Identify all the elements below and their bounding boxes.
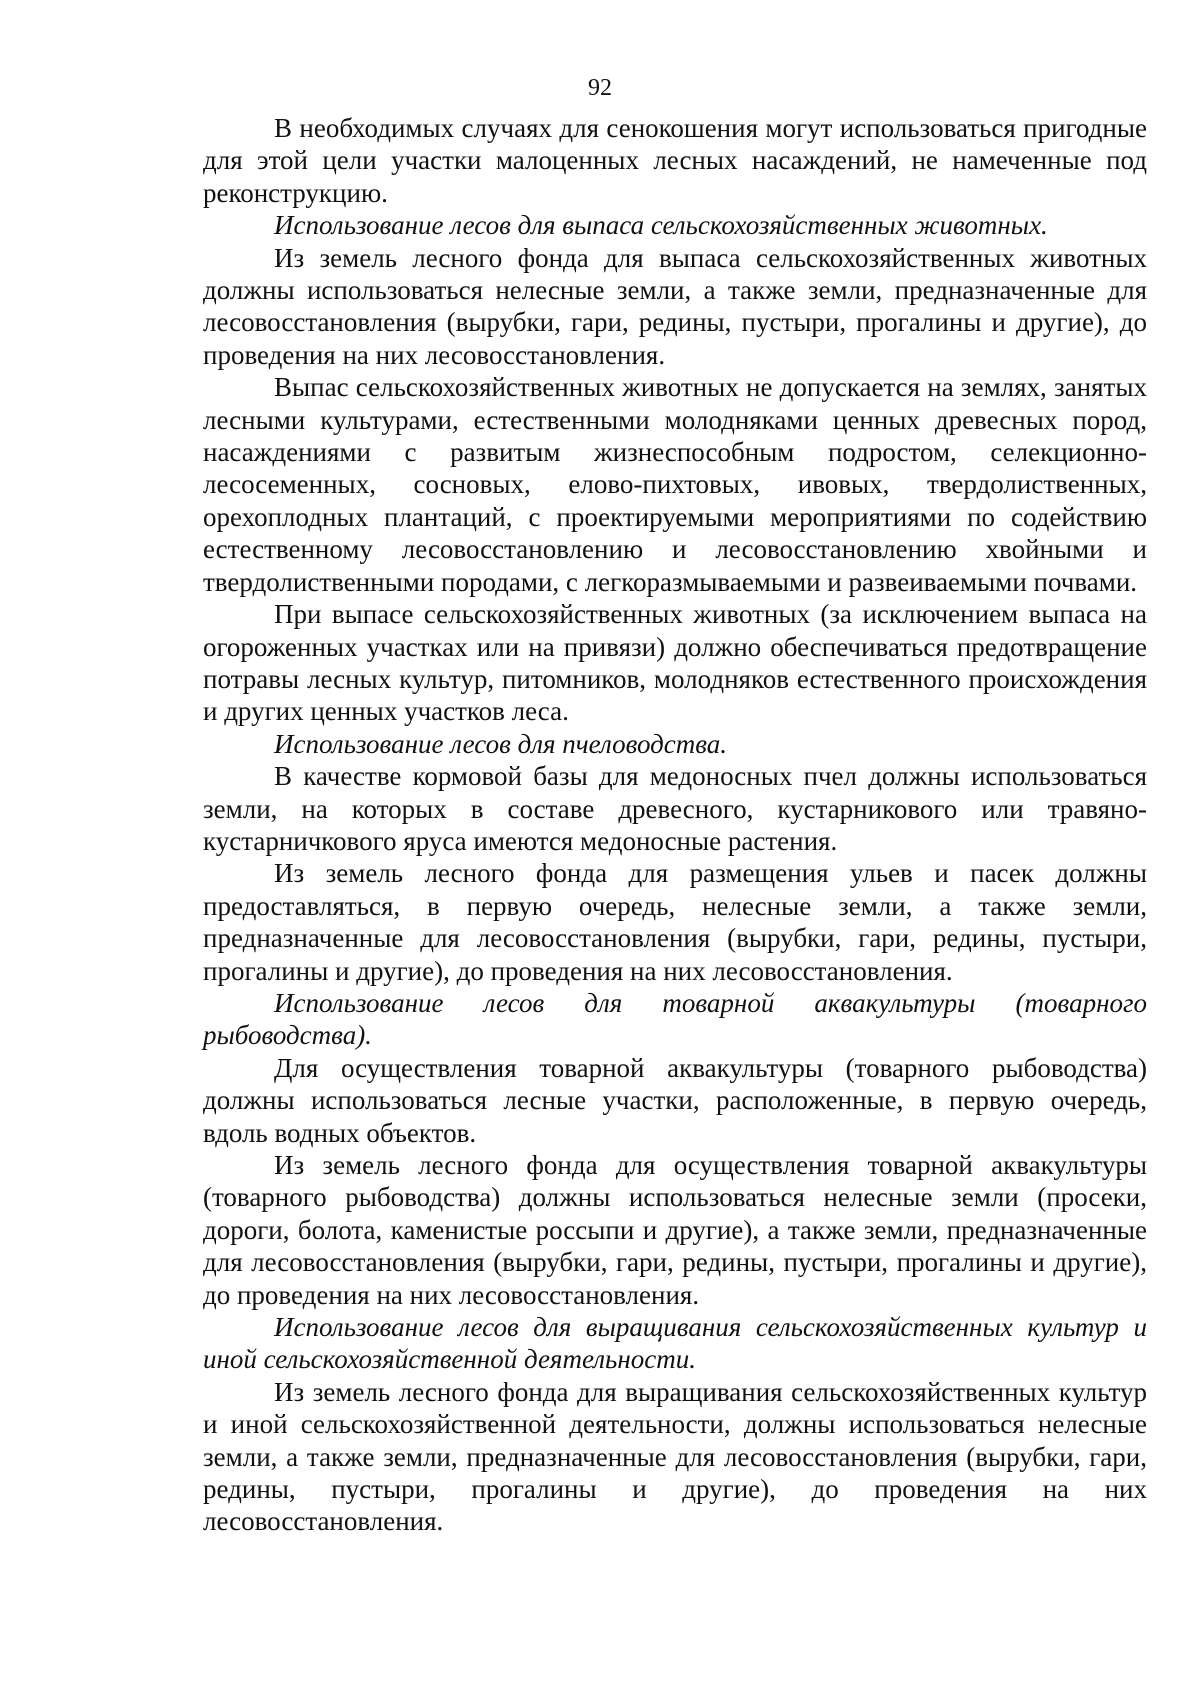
- page-number: 92: [588, 75, 612, 101]
- paragraph: Из земель лесного фонда для осуществления товарной аквакультуры (товарного рыбоводства) должны использоваться нелесные земли (просеки, дороги, болота, каменистые россыпи и другие), а также земли, предназначенные для лесовосстановления (вырубки, гари, редины, пустыри, прогалины и другие), до проведения на них лесовосстановления.: [203, 1150, 1147, 1310]
- section-heading-aquaculture: Использование лесов для товарной аквакультуры (товарного рыбоводства).: [203, 987, 1147, 1051]
- paragraph: Из земель лесного фонда для выпаса сельскохозяйственных животных должны использоваться нелесные земли, а также земли, предназначенные для лесовосстановления (вырубки, гари, редины, пустыри, прогалины и другие), до проведения на них лесовосстановления.: [203, 242, 1147, 370]
- paragraph: В необходимых случаях для сенокошения могут использоваться пригодные для этой цели участки малоценных лесных насаждений, не намеченные под реконструкцию.: [203, 113, 1147, 208]
- paragraph: Выпас сельскохозяйственных животных не допускается на землях, занятых лесными культурами, естественными молодняками ценных древесных пород, насаждениями с развитым жизнеспособным подростом, селекционно-лесосеменных, сосновых, елово-пихтовых, ивовых, твердолиственных, орехоплодных плантаций, с проектируемыми мероприятиями по содействию естественному лесовосстановлению и лесовосстановлению хвойными и твердолиственными породами, с легкоразмываемыми и развеиваемыми почвами.: [203, 372, 1147, 597]
- paragraph: При выпасе сельскохозяйственных животных (за исключением выпаса на огороженных участках или на привязи) должно обеспечиваться предотвращение потравы лесных культур, питомников, молодняков естественного происхождения и других ценных участков леса.: [203, 599, 1147, 727]
- paragraph: Из земель лесного фонда для размещения ульев и пасек должны предоставляться, в первую очередь, нелесные земли, а также земли, предназначенные для лесовосстановления (вырубки, гари, редины, пустыри, прогалины и другие), до проведения на них лесовосстановления.: [203, 858, 1147, 986]
- section-heading-beekeeping: Использование лесов для пчеловодства.: [274, 728, 728, 759]
- section-heading-grazing: Использование лесов для выпаса сельскохозяйственных животных.: [274, 210, 1048, 241]
- text-body: [203, 112, 1147, 1538]
- paragraph: Для осуществления товарной аквакультуры (товарного рыбоводства) должны использоваться лесные участки, расположенные, в первую очередь, вдоль водных объектов.: [203, 1052, 1147, 1148]
- paragraph: Из земель лесного фонда для выращивания сельскохозяйственных культур и иной сельскохозяйственной деятельности, должны использоваться нелесные земли, а также земли, предназначенные для лесовосстановления (вырубки, гари, редины, пустыри, прогалины и другие), до проведения на них лесовосстановления.: [203, 1376, 1147, 1537]
- paragraph: В качестве кормовой базы для медоносных пчел должны использоваться земли, на которых в составе древесного, кустарникового или травяно-кустарничкового яруса имеются медоносные растения.: [203, 761, 1147, 856]
- section-heading-agriculture: Использование лесов для выращивания сельскохозяйственных культур и иной сельскохозяйственной деятельности.: [203, 1312, 1147, 1375]
